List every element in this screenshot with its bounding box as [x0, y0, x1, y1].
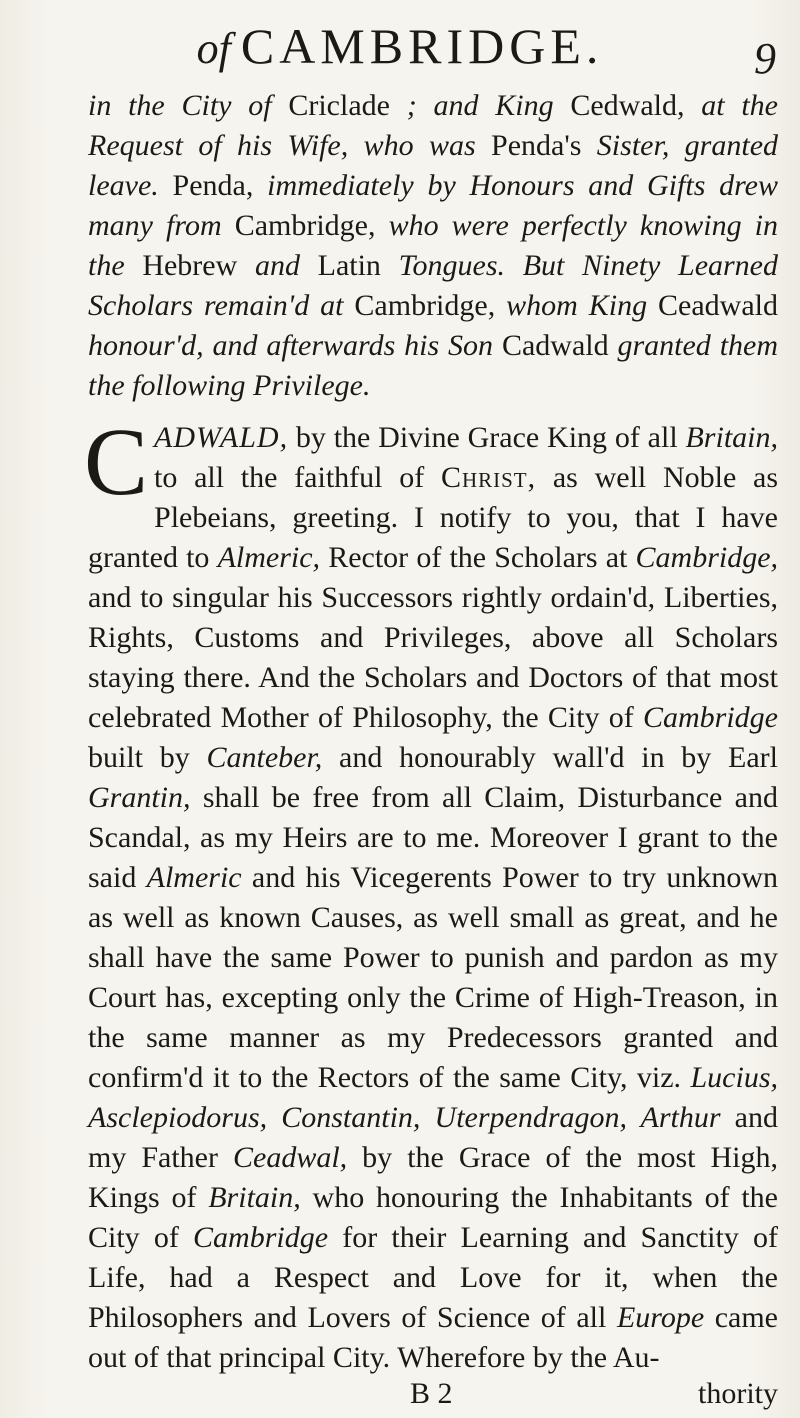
charter-segment: Cambridge, — [635, 541, 779, 574]
intro-segment: who were perfectly knowing in the — [88, 209, 778, 282]
charter-segment: Almeric, — [217, 541, 321, 574]
charter-segment: and to singular his Successors rightly ordain'd, Liberties, Rights, Customs and Privileges, above all Scholars staying there. And the Scholars and Doctors of that most celebrated Mother of Philosophy, the City of — [88, 581, 778, 734]
intro-segment: Cedwald, — [570, 89, 685, 122]
intro-segment: Cambridge, — [354, 289, 496, 322]
charter-name: ADWALD, — [154, 421, 289, 454]
intro-segment: honour'd, and afterwards his Son — [88, 329, 502, 362]
charter-segment: Canteber, — [206, 741, 323, 774]
running-title — [0, 16, 800, 79]
intro-segment: whom King — [495, 289, 659, 322]
charter-segment: by the Grace of the most High, Kings of — [88, 1141, 778, 1214]
charter-segment: Christ, — [440, 461, 537, 494]
charter-segment: Lucius, Asclepiodorus, Constantin, Uterpendragon, Arthur — [88, 1061, 778, 1134]
charter-segment: Britain, — [208, 1181, 301, 1214]
page-header — [0, 14, 800, 84]
intro-segment: Sister, granted leave. — [88, 129, 779, 202]
charter-segment: built by — [88, 741, 207, 774]
charter-segment: Grantin, — [88, 781, 191, 814]
intro-segment: Tongues. But Ninety Learned Scholars remain'd at — [88, 249, 778, 322]
signature-mark: B 2 — [410, 1377, 453, 1410]
intro-segment: Latin — [317, 249, 381, 282]
intro-segment: granted them the following Privilege. — [88, 329, 779, 402]
charter-segment: by the Divine Grace King of all — [295, 421, 686, 454]
intro-segment: Hebrew — [142, 249, 238, 282]
charter-segment: and my Father — [88, 1101, 778, 1174]
intro-segment: Penda, — [172, 169, 254, 202]
page-number: 9 — [754, 34, 776, 83]
intro-segment: Cadwald — [501, 329, 609, 362]
charter-segment: Cambridge — [193, 1221, 329, 1254]
charter-segment: Europe — [616, 1301, 705, 1334]
intro-segment: Criclade — [288, 89, 390, 122]
intro-segment: Cambridge, — [234, 209, 376, 242]
page-footer — [88, 1374, 778, 1414]
charter-paragraph — [84, 408, 779, 1378]
charter-segment: Ceadwal, — [233, 1141, 348, 1174]
charter-segment: to all the faithful of — [154, 461, 441, 494]
charter-segment: Cambridge — [643, 701, 778, 734]
intro-segment: Ceadwald — [658, 289, 778, 322]
running-title-of: of — [196, 24, 231, 73]
body-text — [84, 86, 779, 1378]
charter-segment: shall be free from all Claim, Disturbance and Scandal, as my Heirs are to me. Moreover I grant to the said — [88, 781, 778, 894]
charter-segment: Britain, — [685, 421, 778, 454]
charter-segment: who honouring the Inhabitants of the City of — [88, 1181, 778, 1254]
intro-segment: immediately by Honours and Gifts drew many from — [88, 169, 778, 242]
charter-segment: for their Learning and Sanctity of Life, had a Respect and Love for it, when the Philosophers and Lovers of Science of all — [88, 1221, 778, 1334]
intro-paragraph — [88, 86, 778, 406]
intro-segment: in the City of — [88, 89, 289, 122]
intro-segment: and — [237, 249, 318, 282]
catchword: thority — [698, 1377, 778, 1410]
charter-segment: and honourably wall'd in by Earl — [322, 741, 778, 774]
charter-segment: Almeric — [146, 861, 242, 894]
running-title-word: CAMBRIDGE. — [240, 18, 604, 74]
charter-segment: as well Noble as Plebeians, greeting. I notify to you, that I have granted to — [88, 461, 779, 574]
intro-segment: ; and King — [389, 89, 571, 122]
drop-cap: C — [84, 408, 149, 515]
charter-segment: came out of that principal City. Wherefore by the Au- — [88, 1301, 778, 1374]
charter-segment: Rector of the Scholars at — [320, 541, 636, 574]
intro-segment: at the Request of his Wife, who was — [88, 89, 778, 162]
intro-segment: Penda's — [491, 129, 582, 162]
charter-segment: and his Vicegerents Power to try unknown as well as known Causes, as well small as great, and he shall have the same Power to punish and pardon as my Court has, excepting only the Crime of High-Treason, in the same manner as my Predecessors granted and confirm'd it to the Rectors of the same City, viz. — [88, 861, 778, 1094]
